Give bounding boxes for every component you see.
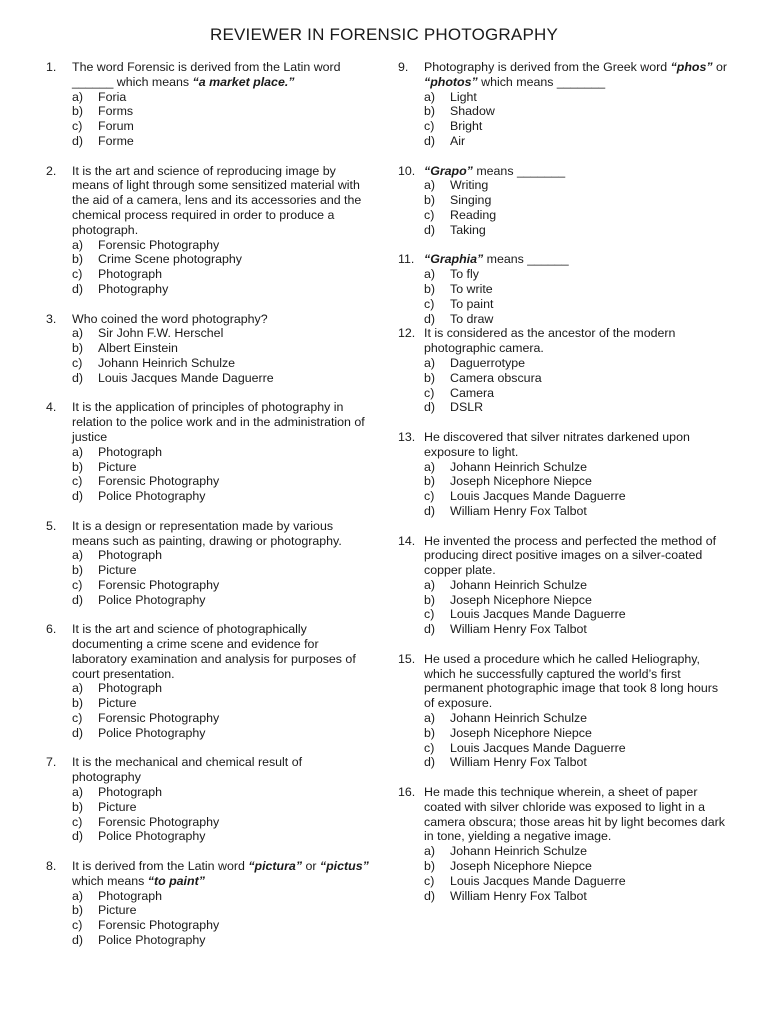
option-text: Forensic Photography <box>98 814 220 829</box>
question-text-part: It is derived from the Latin word <box>72 859 249 874</box>
answer-option <box>72 371 372 386</box>
answer-option <box>424 593 728 608</box>
answer-option <box>424 134 728 149</box>
answer-option <box>72 903 372 918</box>
answer-option <box>424 297 728 312</box>
option-letter: b) <box>72 696 84 711</box>
question-text <box>72 622 372 681</box>
question-number: 16. <box>398 785 416 800</box>
answer-option <box>72 785 372 800</box>
question-item <box>46 859 372 948</box>
emphasized-term: “a market place.” <box>192 74 295 89</box>
question-number: 14. <box>398 533 416 548</box>
answer-option <box>72 578 372 593</box>
option-text: To paint <box>450 296 494 311</box>
option-letter: a) <box>72 89 84 104</box>
question-item <box>46 519 372 608</box>
option-letter: c) <box>72 814 83 829</box>
option-text: Johann Heinrich Schulze <box>450 459 588 474</box>
option-text: Photography <box>98 281 169 296</box>
option-letter: b) <box>72 459 84 474</box>
answer-option <box>72 815 372 830</box>
option-text: Forensic Photography <box>98 711 220 726</box>
answer-options <box>72 445 372 504</box>
option-letter: c) <box>424 740 435 755</box>
option-letter: d) <box>72 829 84 844</box>
answer-options <box>424 844 728 903</box>
option-text: Air <box>450 133 466 148</box>
option-letter: d) <box>424 622 436 637</box>
question-text <box>424 534 728 578</box>
option-text: To write <box>450 281 493 296</box>
question-text <box>424 164 728 179</box>
option-text: Picture <box>98 563 137 578</box>
question-text <box>72 519 372 549</box>
option-letter: c) <box>72 119 83 134</box>
option-letter: c) <box>72 577 83 592</box>
option-letter: b) <box>72 104 84 119</box>
option-text: Police Photography <box>98 489 206 504</box>
option-letter: b) <box>424 725 436 740</box>
option-text: Daguerrotype <box>450 355 526 370</box>
option-text: Light <box>450 89 477 104</box>
question-text-part: It is the mechanical and chemical result of photography <box>72 755 303 785</box>
question-text-part: or <box>302 859 320 874</box>
answer-option <box>424 578 728 593</box>
option-text: Sir John F.W. Herschel <box>98 326 224 341</box>
question-number: 4. <box>46 400 57 415</box>
answer-option <box>424 193 728 208</box>
option-text: Photograph <box>98 785 163 800</box>
answer-option <box>72 356 372 371</box>
option-text: Foria <box>98 89 127 104</box>
option-text: Louis Jacques Mande Daguerre <box>450 607 626 622</box>
question-text <box>72 400 372 444</box>
option-letter: d) <box>72 592 84 607</box>
option-letter: a) <box>424 844 436 859</box>
answer-option <box>72 933 372 948</box>
answer-option <box>72 252 372 267</box>
answer-option <box>72 267 372 282</box>
emphasized-term: “photos” <box>424 74 478 89</box>
question-text-part: which means _______ <box>477 74 606 89</box>
option-text: Police Photography <box>98 933 206 948</box>
option-text: Picture <box>98 696 137 711</box>
option-text: DSLR <box>450 400 484 415</box>
option-letter: a) <box>424 178 436 193</box>
question-number: 10. <box>398 163 416 178</box>
option-text: Picture <box>98 459 137 474</box>
question-text <box>424 252 728 267</box>
option-letter: d) <box>72 133 84 148</box>
answer-option <box>424 371 728 386</box>
option-text: Crime Scene photography <box>98 252 242 267</box>
answer-option <box>72 800 372 815</box>
answer-option <box>424 386 728 401</box>
question-item <box>398 326 728 415</box>
answer-option <box>424 119 728 134</box>
answer-option <box>72 889 372 904</box>
option-letter: a) <box>424 711 436 726</box>
question-text <box>72 60 372 90</box>
question-text-part: means ______ <box>483 252 569 267</box>
option-letter: d) <box>72 281 84 296</box>
question-text <box>72 312 372 327</box>
option-text: Louis Jacques Mande Daguerre <box>450 489 626 504</box>
answer-option <box>424 208 728 223</box>
option-letter: a) <box>72 681 84 696</box>
option-letter: d) <box>424 888 436 903</box>
answer-option <box>72 104 372 119</box>
option-letter: d) <box>72 933 84 948</box>
option-text: Picture <box>98 799 137 814</box>
question-item <box>398 785 728 903</box>
answer-option <box>72 829 372 844</box>
question-number: 2. <box>46 163 57 178</box>
option-text: Louis Jacques Mande Daguerre <box>450 740 626 755</box>
option-letter: c) <box>72 711 83 726</box>
question-item <box>46 400 372 504</box>
question-item <box>46 60 372 149</box>
question-item <box>398 534 728 638</box>
option-text: William Henry Fox Talbot <box>450 622 587 637</box>
option-letter: b) <box>424 474 436 489</box>
option-letter: c) <box>72 355 83 370</box>
answer-option <box>72 711 372 726</box>
option-letter: d) <box>424 222 436 237</box>
answer-options <box>424 267 728 326</box>
question-number: 5. <box>46 518 57 533</box>
answer-options <box>424 178 728 237</box>
page-title: REVIEWER IN FORENSIC PHOTOGRAPHY <box>209 25 559 44</box>
question-item <box>398 652 728 770</box>
option-letter: c) <box>424 385 435 400</box>
question-item <box>398 60 728 149</box>
option-text: Photograph <box>98 681 163 696</box>
question-text-part: It is a design or representation made by various means such as painting, drawing or photography. <box>72 518 342 548</box>
question-text <box>424 785 728 844</box>
answer-options <box>72 90 372 149</box>
option-text: Forensic Photography <box>98 474 220 489</box>
option-text: Louis Jacques Mande Daguerre <box>98 370 274 385</box>
answer-option <box>424 282 728 297</box>
option-text: To draw <box>450 311 494 326</box>
answer-option <box>424 889 728 904</box>
answer-option <box>72 681 372 696</box>
option-text: Johann Heinrich Schulze <box>450 844 588 859</box>
question-item <box>46 164 372 297</box>
option-text: Taking <box>450 222 486 237</box>
answer-option <box>72 474 372 489</box>
answer-options <box>72 326 372 385</box>
option-letter: b) <box>424 859 436 874</box>
question-text <box>72 755 372 785</box>
question-number: 13. <box>398 429 416 444</box>
option-text: Police Photography <box>98 725 206 740</box>
option-text: Forensic Photography <box>98 918 220 933</box>
option-text: Forme <box>98 133 134 148</box>
option-letter: a) <box>424 577 436 592</box>
option-text: William Henry Fox Talbot <box>450 755 587 770</box>
question-number: 8. <box>46 859 57 874</box>
answer-options <box>424 90 728 149</box>
question-text-part: It is the application of principles of photography in relation to the police work and in the administration of justice <box>72 400 365 444</box>
option-letter: c) <box>424 119 435 134</box>
question-text-part: He used a procedure which he called Heliography, which he successfully captured the world’s first permanent photographic image that took 8 long hours of exposure. <box>424 651 719 711</box>
question-item <box>398 430 728 519</box>
option-letter: a) <box>72 548 84 563</box>
option-text: Johann Heinrich Schulze <box>450 577 588 592</box>
question-text <box>72 859 372 889</box>
answer-option <box>72 282 372 297</box>
option-letter: c) <box>424 489 435 504</box>
answer-option <box>424 711 728 726</box>
answer-option <box>72 341 372 356</box>
answer-option <box>424 460 728 475</box>
question-number: 15. <box>398 651 416 666</box>
option-text: Photograph <box>98 548 163 563</box>
option-text: Photograph <box>98 444 163 459</box>
question-item <box>46 622 372 740</box>
question-text-part: or <box>712 60 728 74</box>
answer-option <box>72 134 372 149</box>
option-letter: d) <box>424 755 436 770</box>
answer-option <box>72 326 372 341</box>
answer-options <box>424 578 728 637</box>
option-text: Bright <box>450 119 483 134</box>
option-text: To fly <box>450 267 479 282</box>
answer-option <box>424 489 728 504</box>
answer-option <box>424 859 728 874</box>
option-letter: d) <box>424 503 436 518</box>
answer-option <box>424 90 728 105</box>
option-letter: a) <box>72 785 84 800</box>
option-text: Police Photography <box>98 829 206 844</box>
question-text-part: He discovered that silver nitrates darkened upon exposure to light. <box>424 429 690 459</box>
option-letter: a) <box>72 888 84 903</box>
answer-options <box>72 785 372 844</box>
answer-option <box>424 356 728 371</box>
answer-option <box>424 726 728 741</box>
option-text: Singing <box>450 193 492 208</box>
emphasized-term: “pictus” <box>319 859 369 874</box>
emphasized-term: “Graphia” <box>424 252 484 267</box>
answer-option <box>424 844 728 859</box>
question-text-part: It is the art and science of photographically documenting a crime scene and evidence for laboratory examination and analysis for purposes of court presentation. <box>72 622 356 681</box>
option-letter: b) <box>424 104 436 119</box>
option-text: Johann Heinrich Schulze <box>98 355 236 370</box>
answer-option <box>72 445 372 460</box>
question-number: 9. <box>398 60 409 74</box>
question-number: 3. <box>46 311 57 326</box>
option-text: Camera obscura <box>450 370 542 385</box>
question-number: 1. <box>46 60 57 74</box>
question-number: 7. <box>46 755 57 770</box>
option-letter: b) <box>72 252 84 267</box>
option-letter: a) <box>72 237 84 252</box>
option-letter: a) <box>424 459 436 474</box>
option-letter: a) <box>424 89 436 104</box>
option-text: Joseph Nicephore Niepce <box>450 474 592 489</box>
answer-option <box>424 178 728 193</box>
option-letter: a) <box>72 444 84 459</box>
answer-option <box>424 400 728 415</box>
option-text: Photograph <box>98 888 163 903</box>
answer-options <box>72 681 372 740</box>
option-letter: d) <box>424 400 436 415</box>
question-text-part: Who coined the word photography? <box>72 311 268 326</box>
option-letter: d) <box>72 725 84 740</box>
answer-option <box>424 223 728 238</box>
option-letter: c) <box>424 296 435 311</box>
option-text: Forensic Photography <box>98 237 220 252</box>
option-text: Picture <box>98 903 137 918</box>
answer-option <box>72 593 372 608</box>
emphasized-term: “to paint” <box>147 873 205 888</box>
answer-option <box>72 238 372 253</box>
question-text-part: Photography is derived from the Greek word <box>424 60 671 74</box>
answer-option <box>424 312 728 327</box>
left-column <box>46 60 372 948</box>
option-letter: b) <box>424 370 436 385</box>
answer-options <box>72 548 372 607</box>
answer-option <box>72 548 372 563</box>
question-text-part: He invented the process and perfected the method of producing direct positive images on a silver-coated copper plate. <box>424 533 717 578</box>
emphasized-term: “phos” <box>670 60 713 74</box>
option-letter: d) <box>424 311 436 326</box>
answer-option <box>424 474 728 489</box>
option-letter: a) <box>424 355 436 370</box>
question-text-part: It is considered as the ancestor of the modern photographic camera. <box>424 326 676 356</box>
answer-option <box>424 741 728 756</box>
option-text: Camera <box>450 385 495 400</box>
question-item <box>46 755 372 844</box>
right-column <box>398 60 728 903</box>
question-text <box>424 652 728 711</box>
option-text: Police Photography <box>98 592 206 607</box>
answer-options <box>424 460 728 519</box>
option-text: William Henry Fox Talbot <box>450 888 587 903</box>
option-text: Louis Jacques Mande Daguerre <box>450 873 626 888</box>
option-letter: b) <box>72 563 84 578</box>
option-letter: d) <box>72 489 84 504</box>
emphasized-term: “pictura” <box>248 859 303 874</box>
question-text-part: He made this technique wherein, a sheet of paper coated with silver chloride was exposed to light in a camera obscura; those areas hit by light becomes dark in tone, yielding a negative image. <box>424 785 725 844</box>
option-text: William Henry Fox Talbot <box>450 503 587 518</box>
option-letter: b) <box>424 281 436 296</box>
question-text-part: which means <box>72 873 148 888</box>
question-item <box>46 312 372 386</box>
answer-option <box>72 460 372 475</box>
option-letter: c) <box>424 873 435 888</box>
option-text: Joseph Nicephore Niepce <box>450 592 592 607</box>
emphasized-term: “Grapo” <box>424 163 473 178</box>
answer-option <box>424 622 728 637</box>
option-text: Albert Einstein <box>98 341 178 356</box>
option-text: Forms <box>98 104 134 119</box>
answer-options <box>72 238 372 297</box>
answer-options <box>424 711 728 770</box>
answer-options <box>72 889 372 948</box>
answer-option <box>424 104 728 119</box>
answer-option <box>424 504 728 519</box>
option-letter: c) <box>72 918 83 933</box>
option-text: Shadow <box>450 104 495 119</box>
option-text: Joseph Nicephore Niepce <box>450 859 592 874</box>
option-text: Writing <box>450 178 489 193</box>
question-number: 12. <box>398 326 416 341</box>
option-letter: b) <box>72 341 84 356</box>
option-letter: c) <box>72 474 83 489</box>
option-letter: b) <box>424 592 436 607</box>
question-text <box>424 60 728 90</box>
option-letter: a) <box>424 267 436 282</box>
option-letter: d) <box>72 370 84 385</box>
answer-option <box>72 90 372 105</box>
option-text: Photograph <box>98 267 163 282</box>
answer-option <box>72 726 372 741</box>
answer-option <box>72 696 372 711</box>
option-letter: b) <box>72 903 84 918</box>
answer-option <box>424 755 728 770</box>
option-letter: a) <box>72 326 84 341</box>
answer-option <box>72 563 372 578</box>
option-letter: c) <box>424 207 435 222</box>
answer-option <box>424 607 728 622</box>
option-text: Reading <box>450 207 497 222</box>
question-text <box>72 164 372 238</box>
question-text <box>424 430 728 460</box>
question-item <box>398 252 728 326</box>
answer-option <box>424 267 728 282</box>
question-text-part: The word Forensic is derived from the Latin word ______ which means <box>72 60 341 89</box>
option-text: Forum <box>98 119 134 134</box>
question-number: 11. <box>398 252 415 267</box>
question-text-part: means _______ <box>472 163 566 178</box>
answer-option <box>72 918 372 933</box>
answer-option <box>424 874 728 889</box>
option-letter: c) <box>424 607 435 622</box>
option-letter: b) <box>72 799 84 814</box>
question-text-part: It is the art and science of reproducing image by means of light through some sensitized material with the aid of a camera, lens and its accessories and the chemical process required in order to produce a photograph. <box>72 163 362 237</box>
answer-option <box>72 119 372 134</box>
answer-option <box>72 489 372 504</box>
option-text: Joseph Nicephore Niepce <box>450 725 592 740</box>
option-text: Forensic Photography <box>98 577 220 592</box>
question-number: 6. <box>46 622 57 637</box>
option-letter: d) <box>424 133 436 148</box>
question-item <box>398 164 728 238</box>
answer-options <box>424 356 728 415</box>
option-letter: b) <box>424 193 436 208</box>
option-text: Johann Heinrich Schulze <box>450 711 588 726</box>
option-letter: c) <box>72 267 83 282</box>
question-text <box>424 326 728 356</box>
